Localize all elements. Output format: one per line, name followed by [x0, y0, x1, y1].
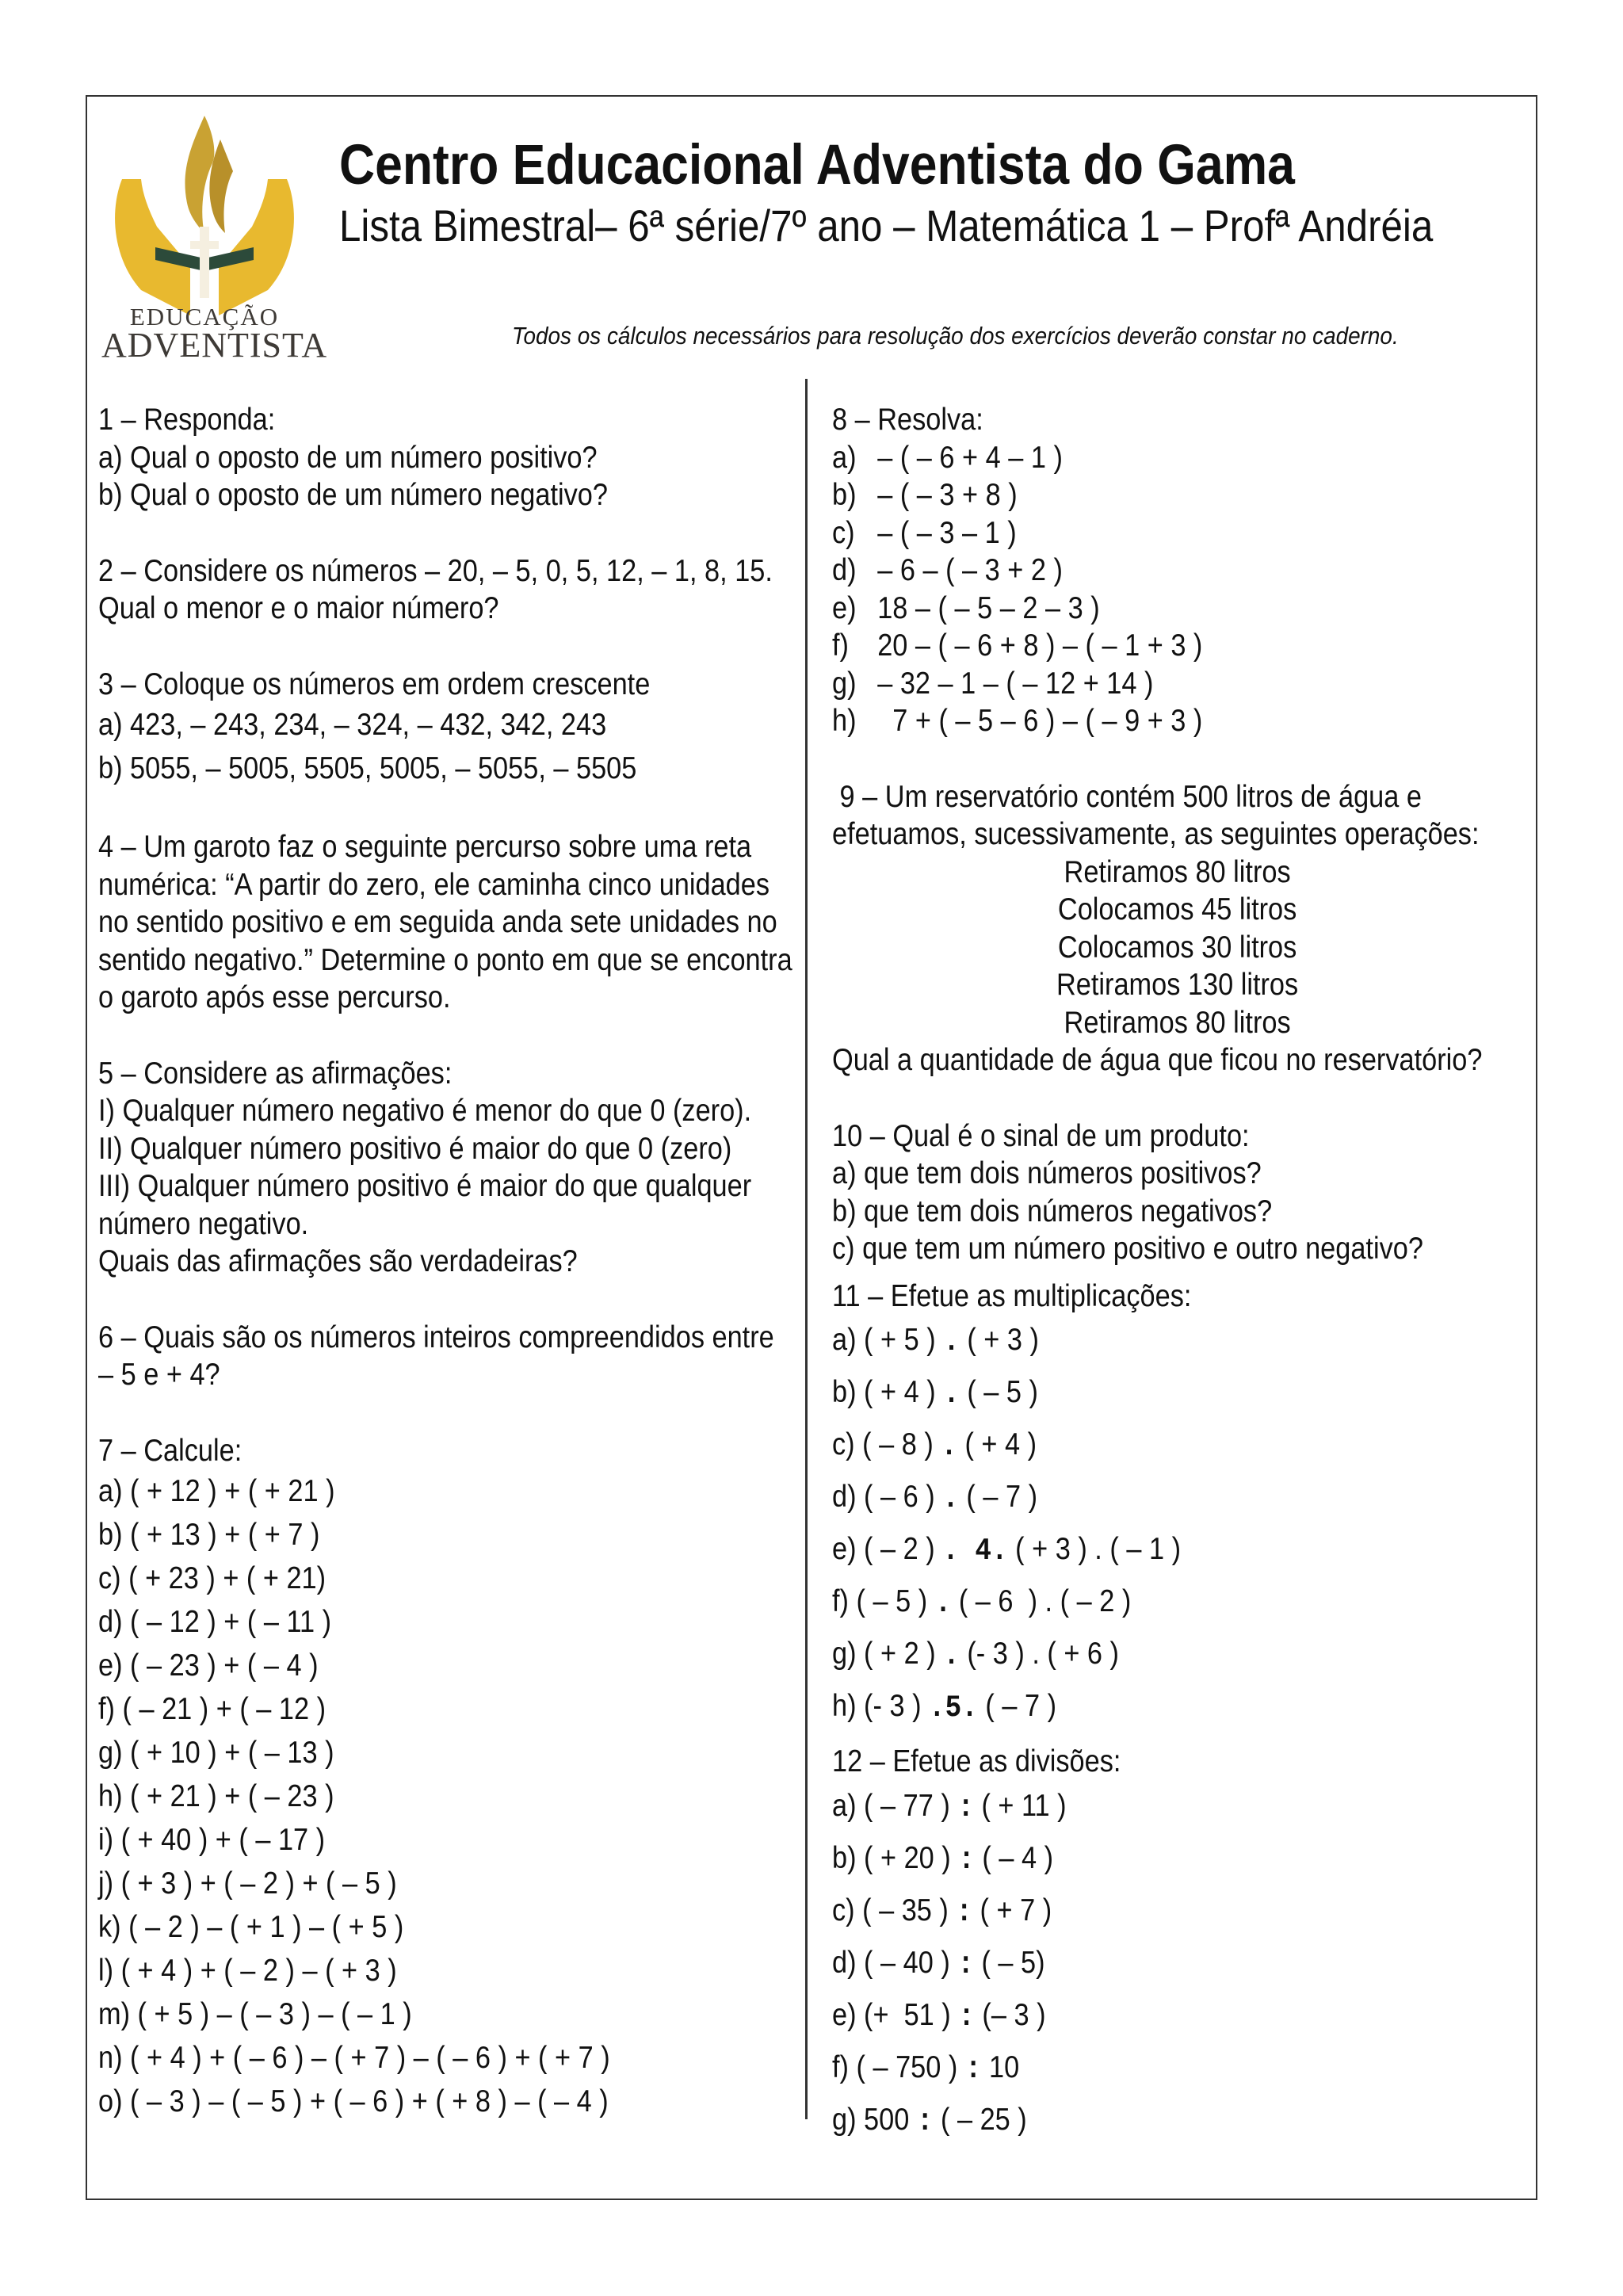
q8-item: g) – 32 – 1 – ( – 12 + 14 ) [832, 666, 1154, 701]
q7-item: h) ( + 21 ) + ( – 23 ) [98, 1779, 334, 1813]
q2-line: 2 – Considere os números – 20, – 5, 0, 5, 12, – 1, 8, 15. [98, 553, 773, 588]
q2-line: Qual o menor e o maior número? [98, 591, 499, 625]
question-10 [832, 1117, 1522, 1268]
q9-intro: efetuamos, sucessivamente, as seguintes operações: [832, 817, 1480, 851]
q6-line: – 5 e + 4? [98, 1358, 220, 1392]
q7-item: k) ( – 2 ) – ( + 1 ) – ( + 5 ) [98, 1910, 404, 1944]
q4-line: 4 – Um garoto faz o seguinte percurso sobre uma reta [98, 830, 752, 864]
q9-operation: Colocamos 30 litros [1057, 930, 1297, 965]
q7-item: l) ( + 4 ) + ( – 2 ) – ( + 3 ) [98, 1954, 397, 1988]
q9-operation: Retiramos 80 litros [1064, 854, 1291, 889]
q8-item: d) – 6 – ( – 3 + 2 ) [832, 553, 1063, 587]
question-3 [98, 666, 792, 791]
q10-item: c) que tem um número positivo e outro negativo? [832, 1232, 1423, 1266]
question-2 [98, 552, 792, 628]
left-column [98, 401, 792, 2123]
right-column [832, 401, 1522, 2147]
q9-intro: 9 – Um reservatório contém 500 litros de água e [832, 779, 1422, 814]
question-9 [832, 778, 1522, 1079]
q7-item: d) ( – 12 ) + ( – 11 ) [98, 1605, 332, 1639]
q11-item: f) ( – 5 ) . ( – 6 ) . ( – 2 ) [832, 1584, 1132, 1621]
q7-item: m) ( + 5 ) – ( – 3 ) – ( – 1 ) [98, 1997, 412, 2031]
q7-item: a) ( + 12 ) + ( + 21 ) [98, 1474, 335, 1508]
q5-line: II) Qualquer número positivo é maior do que 0 (zero) [98, 1131, 732, 1166]
q5-line: 5 – Considere as afirmações: [98, 1056, 453, 1091]
q7-item: e) ( – 23 ) + ( – 4 ) [98, 1648, 319, 1683]
logo-text-bottom: ADVENTISTA [101, 326, 328, 365]
q10-item: a) que tem dois números positivos? [832, 1156, 1262, 1190]
q9-operation: Retiramos 130 litros [1056, 968, 1299, 1002]
q8-item: b) – ( – 3 + 8 ) [832, 478, 1018, 512]
instruction-note: Todos os cálculos necessários para resolução dos exercícios deverão constar no caderno. [512, 322, 1399, 350]
q3-item: b) 5055, – 5005, 5505, 5005, – 5055, – 5505 [98, 751, 637, 785]
q11-item: g) ( + 2 ) . (- 3 ) . ( + 6 ) [832, 1637, 1119, 1673]
q11-item: a) ( + 5 ) . ( + 3 ) [832, 1323, 1039, 1359]
q12-item: g) 500 : ( – 25 ) [832, 2102, 1027, 2139]
q12-item: b) ( + 20 ) : ( – 4 ) [832, 1840, 1054, 1878]
q7-item: b) ( + 13 ) + ( + 7 ) [98, 1518, 320, 1552]
q7-item: o) ( – 3 ) – ( – 5 ) + ( – 6 ) + ( + 8 ) – ( – 4 ) [98, 2084, 609, 2118]
q4-line: numérica: “A partir do zero, ele caminha cinco unidades [98, 867, 770, 902]
q4-line: o garoto após esse percurso. [98, 980, 451, 1014]
q12-item: d) ( – 40 ) : ( – 5) [832, 1945, 1045, 1982]
q8-item: e) 18 – ( – 5 – 2 – 3 ) [832, 590, 1100, 625]
question-11 [832, 1278, 1522, 1734]
question-6 [98, 1319, 792, 1394]
q1-item: a) Qual o oposto de um número positivo? [98, 440, 598, 475]
q6-line: 6 – Quais são os números inteiros compreendidos entre [98, 1320, 774, 1354]
q5-line: Quais das afirmações são verdadeiras? [98, 1244, 578, 1278]
q10-item: b) que tem dois números negativos? [832, 1194, 1273, 1228]
q8-item: a) – ( – 6 + 4 – 1 ) [832, 440, 1063, 475]
q10-title: 10 – Qual é o sinal de um produto: [832, 1118, 1250, 1153]
question-5 [98, 1055, 792, 1281]
q7-item: f) ( – 21 ) + ( – 12 ) [98, 1692, 327, 1726]
q7-item: g) ( + 10 ) + ( – 13 ) [98, 1736, 334, 1770]
question-12 [832, 1743, 1522, 2147]
q7-title: 7 – Calcule: [98, 1433, 242, 1468]
logo-text-top: EDUCAÇÃO [129, 303, 280, 330]
q8-item: c) – ( – 3 – 1 ) [832, 515, 1017, 550]
q9-operation: Colocamos 45 litros [1057, 892, 1297, 926]
q9-question: Qual a quantidade de água que ficou no reservatório? [832, 1043, 1483, 1077]
question-1 [98, 401, 792, 514]
q12-item: e) (+ 51 ) : (– 3 ) [832, 1997, 1046, 2034]
q4-line: sentido negativo.” Determine o ponto em que se encontra [98, 942, 792, 977]
question-4 [98, 828, 792, 1017]
q11-item: d) ( – 6 ) . ( – 7 ) [832, 1480, 1038, 1516]
question-7 [98, 1432, 792, 2124]
q11-item: e) ( – 2 ) . 4. ( + 3 ) . ( – 1 ) [832, 1532, 1182, 1568]
q12-title: 12 – Efetue as divisões: [832, 1744, 1121, 1778]
list-subtitle: Lista Bimestral– 6ª série/7º ano – Matemática 1 – Profª Andréia [339, 201, 1434, 250]
q7-item: i) ( + 40 ) + ( – 17 ) [98, 1823, 326, 1857]
q7-item: j) ( + 3 ) + ( – 2 ) + ( – 5 ) [98, 1866, 397, 1901]
q11-item: h) (- 3 ) .5. ( – 7 ) [832, 1689, 1057, 1725]
q12-item: c) ( – 35 ) : ( + 7 ) [832, 1893, 1052, 1930]
school-title: Centro Educacional Adventista do Gama [339, 134, 1295, 197]
q8-item: f) 20 – ( – 6 + 8 ) – ( – 1 + 3 ) [832, 628, 1203, 663]
q7-item: n) ( + 4 ) + ( – 6 ) – ( + 7 ) – ( – 6 ) + ( + 7 ) [98, 2041, 610, 2075]
q1-title: 1 – Responda: [98, 403, 276, 437]
q11-item: c) ( – 8 ) . ( + 4 ) [832, 1427, 1037, 1464]
q7-item: c) ( + 23 ) + ( + 21) [98, 1561, 327, 1595]
q3-item: a) 423, – 243, 234, – 324, – 432, 342, 243 [98, 708, 607, 742]
q8-item: h) 7 + ( – 5 – 6 ) – ( – 9 + 3 ) [832, 704, 1203, 738]
question-8 [832, 401, 1522, 740]
q8-title: 8 – Resolva: [832, 403, 983, 437]
q4-line: no sentido positivo e em seguida anda sete unidades no [98, 905, 777, 939]
column-divider [805, 379, 808, 2119]
q5-line: I) Qualquer número negativo é menor do que 0 (zero). [98, 1094, 752, 1128]
q12-item: f) ( – 750 ) : 10 [832, 2050, 1020, 2087]
q5-line: III) Qualquer número positivo é maior do que qualquer [98, 1169, 752, 1203]
q11-item: b) ( + 4 ) . ( – 5 ) [832, 1375, 1038, 1412]
q9-operation: Retiramos 80 litros [1064, 1005, 1291, 1040]
q12-item: a) ( – 77 ) : ( + 11 ) [832, 1788, 1067, 1825]
q3-title: 3 – Coloque os números em ordem crescente [98, 667, 651, 701]
q1-item: b) Qual o oposto de um número negativo? [98, 478, 608, 512]
q11-title: 11 – Efetue as multiplicações: [832, 1278, 1192, 1313]
q5-line: número negativo. [98, 1206, 309, 1241]
